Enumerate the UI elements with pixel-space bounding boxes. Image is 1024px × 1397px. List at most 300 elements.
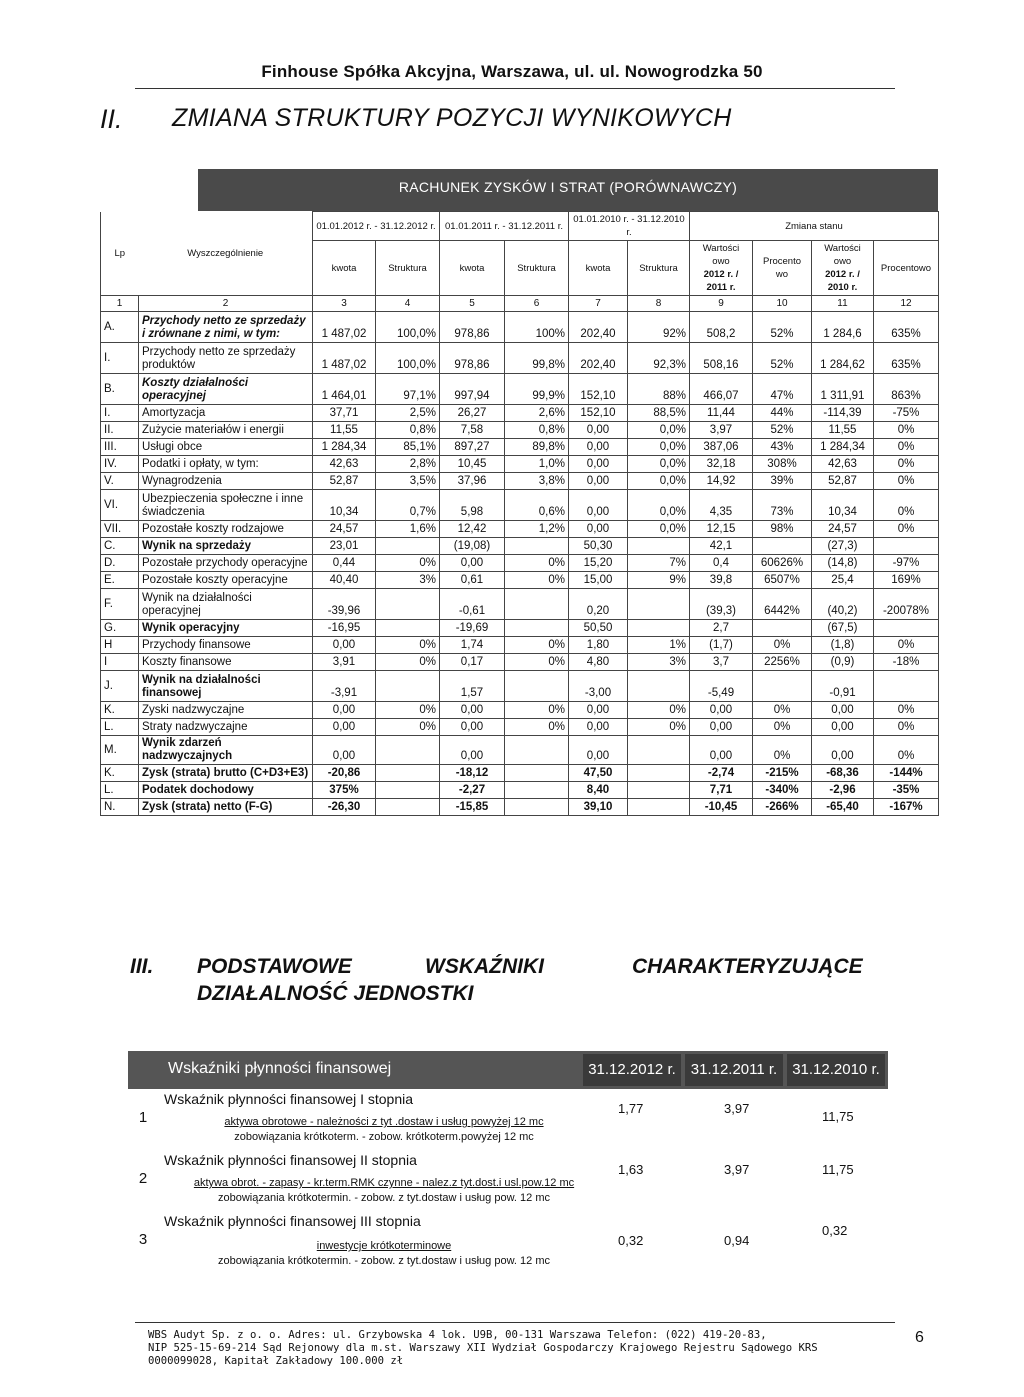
row-value: (19,08) <box>440 538 505 555</box>
column-number: 6 <box>505 296 569 312</box>
footer-line-1: WBS Audyt Sp. z o. o. Adres: ul. Grzybowska 4 lok. U9B, 00-131 Warszawa Telefon: (022) 419-20-83, <box>148 1329 767 1341</box>
liquidity-ratio-name: Wskaźnik płynności finansowej II stopnia <box>164 1152 417 1168</box>
footer <box>148 1329 888 1368</box>
row-value: -35% <box>874 782 939 799</box>
row-value: 0% <box>874 702 939 719</box>
row-description: Przychody netto ze sprzedaży produktów <box>139 343 313 374</box>
table-row <box>101 620 939 637</box>
column-number: 4 <box>376 296 440 312</box>
row-value: -65,40 <box>812 799 874 816</box>
row-value: 39% <box>753 473 812 490</box>
row-lp: K. <box>101 765 139 782</box>
row-description: Usługi obce <box>139 439 313 456</box>
row-value: -20078% <box>874 589 939 620</box>
row-lp: G. <box>101 620 139 637</box>
column-number-row <box>101 296 939 312</box>
row-value: (27,3) <box>812 538 874 555</box>
row-value <box>505 782 569 799</box>
ratio-numerator: aktywa obrot. - zapasy - kr.term.RMK czynne - nalez.z tyt.dost.i usl.pow.12 mc <box>193 1177 575 1189</box>
row-value: (14,8) <box>812 555 874 572</box>
row-value: 0,00 <box>812 719 874 736</box>
row-value: 0,6% <box>505 490 569 521</box>
row-value: 0% <box>874 473 939 490</box>
row-description: Zysk (strata) netto (F-G) <box>139 799 313 816</box>
row-value: 1,74 <box>440 637 505 654</box>
row-value: -16,95 <box>313 620 376 637</box>
row-value: 1 464,01 <box>313 374 376 405</box>
liquidity-row-number: 2 <box>138 1170 148 1187</box>
row-value <box>874 620 939 637</box>
row-value: 0,00 <box>569 521 628 538</box>
row-value <box>376 620 440 637</box>
row-value: 98% <box>753 521 812 538</box>
row-value: -215% <box>753 765 812 782</box>
section-2-title: ZMIANA STRUKTURY POZYCJI WYNIKOWYCH <box>172 104 732 132</box>
row-value: 2,5% <box>376 405 440 422</box>
row-value: -18% <box>874 654 939 671</box>
row-lp: J. <box>101 671 139 702</box>
row-lp: VII. <box>101 521 139 538</box>
row-value: 73% <box>753 490 812 521</box>
row-description: Wynik na sprzedaży <box>139 538 313 555</box>
amount-2011-header: kwota <box>440 241 505 296</box>
row-value: 1 284,6 <box>812 312 874 343</box>
income-statement-banner-text: RACHUNEK ZYSKÓW I STRAT (PORÓWNAWCZY) <box>398 179 738 195</box>
column-number: 2 <box>139 296 313 312</box>
row-value <box>505 765 569 782</box>
row-description: Zysk (strata) brutto (C+D3+E3) <box>139 765 313 782</box>
row-value: 7,71 <box>690 782 753 799</box>
row-value <box>628 736 690 765</box>
row-value: 11,44 <box>690 405 753 422</box>
table-row <box>101 439 939 456</box>
row-description: Koszty finansowe <box>139 654 313 671</box>
row-value: 4,80 <box>569 654 628 671</box>
table-row <box>101 782 939 799</box>
row-value: 1 284,34 <box>313 439 376 456</box>
row-lp: E. <box>101 572 139 589</box>
change-header: Zmiana stanu <box>690 212 939 241</box>
row-value: 375% <box>313 782 376 799</box>
row-value: 387,06 <box>690 439 753 456</box>
footer-line-3: 0000099028, Kapitał Zakładowy 100.000 zł <box>148 1355 404 1367</box>
row-value: 0% <box>753 736 812 765</box>
row-value <box>505 589 569 620</box>
row-lp: I. <box>101 405 139 422</box>
row-value: 0,61 <box>440 572 505 589</box>
row-value: 24,57 <box>313 521 376 538</box>
row-value <box>376 538 440 555</box>
table-row <box>101 456 939 473</box>
row-lp: I. <box>101 343 139 374</box>
row-value: 0,00 <box>569 736 628 765</box>
row-value: 0,00 <box>569 422 628 439</box>
row-value: 978,86 <box>440 343 505 374</box>
row-value: 39,8 <box>690 572 753 589</box>
row-value: 0% <box>874 439 939 456</box>
row-value: 10,34 <box>812 490 874 521</box>
row-description: Pozostałe przychody operacyjne <box>139 555 313 572</box>
row-value: 37,71 <box>313 405 376 422</box>
structure-2011-header: Struktura <box>505 241 569 296</box>
row-value: 47,50 <box>569 765 628 782</box>
row-description: Podatek dochodowy <box>139 782 313 799</box>
row-value: 0,00 <box>313 736 376 765</box>
row-value: 15,00 <box>569 572 628 589</box>
row-value: 0,00 <box>313 637 376 654</box>
row-value: 202,40 <box>569 343 628 374</box>
row-value: 88,5% <box>628 405 690 422</box>
percent-change-1210-header: Procentowo <box>874 241 939 296</box>
row-description: Ubezpieczenia społeczne i inne świadczenia <box>139 490 313 521</box>
row-value <box>376 736 440 765</box>
row-value: 1 311,91 <box>812 374 874 405</box>
header-rule <box>135 88 895 89</box>
table-row <box>101 572 939 589</box>
row-value <box>874 538 939 555</box>
row-value: -15,85 <box>440 799 505 816</box>
row-value: 0% <box>753 702 812 719</box>
row-value: (0,9) <box>812 654 874 671</box>
row-value: 0,00 <box>569 490 628 521</box>
row-value: 100,0% <box>376 343 440 374</box>
amount-2010-header: kwota <box>569 241 628 296</box>
row-value: 0,44 <box>313 555 376 572</box>
row-description: Wynik zdarzeń nadzwyczajnych <box>139 736 313 765</box>
row-lp: A. <box>101 312 139 343</box>
ratio-value-2010: 11,75 <box>822 1109 854 1124</box>
row-value: 0% <box>874 422 939 439</box>
row-value: -10,45 <box>690 799 753 816</box>
row-lp: VI. <box>101 490 139 521</box>
row-value: 3,8% <box>505 473 569 490</box>
column-number: 12 <box>874 296 939 312</box>
row-value: 635% <box>874 343 939 374</box>
row-value: 40,40 <box>313 572 376 589</box>
row-value <box>628 782 690 799</box>
row-value: 42,1 <box>690 538 753 555</box>
income-statement-banner <box>198 169 938 211</box>
row-value: -68,36 <box>812 765 874 782</box>
row-value: -39,96 <box>313 589 376 620</box>
company-header: Finhouse Spółka Akcyjna, Warszawa, ul. ul. Nowogrodzka 50 <box>261 62 763 81</box>
column-number: 10 <box>753 296 812 312</box>
table-row <box>101 343 939 374</box>
row-value: 0% <box>505 572 569 589</box>
row-value: 1,80 <box>569 637 628 654</box>
ratio-denominator: zobowiązania krótkotermin. - zobow. z tyt.dostaw i usług pow. 12 mc <box>218 1192 550 1204</box>
row-value: -340% <box>753 782 812 799</box>
row-value: 32,18 <box>690 456 753 473</box>
ratio-value-2011: 3,97 <box>724 1101 750 1116</box>
row-value: 0,0% <box>628 456 690 473</box>
row-value: 9% <box>628 572 690 589</box>
row-value: -19,69 <box>440 620 505 637</box>
row-value: 0,00 <box>440 555 505 572</box>
row-value <box>753 620 812 637</box>
row-value: -18,12 <box>440 765 505 782</box>
structure-2012-header: Struktura <box>376 241 440 296</box>
row-value: -2,96 <box>812 782 874 799</box>
row-value: 52% <box>753 343 812 374</box>
row-value: 0% <box>874 490 939 521</box>
row-value: 0% <box>376 719 440 736</box>
row-description: Wynagrodzenia <box>139 473 313 490</box>
row-value: 169% <box>874 572 939 589</box>
row-value <box>376 765 440 782</box>
row-lp: L. <box>101 719 139 736</box>
row-description: Podatki i opłaty, w tym: <box>139 456 313 473</box>
row-value: (40,2) <box>812 589 874 620</box>
row-value: 0,00 <box>812 702 874 719</box>
liquidity-row <box>128 1152 888 1212</box>
row-lp: L. <box>101 782 139 799</box>
row-description: Amortyzacja <box>139 405 313 422</box>
row-value <box>628 765 690 782</box>
row-value: 0,00 <box>690 702 753 719</box>
year-pair-1211: 2012 r. / 2011 r. <box>703 269 739 293</box>
ratio-numerator: aktywa obrotowe - należności z tyt .dostaw i usług powyżej 12 mc <box>224 1116 544 1128</box>
row-value: -0,91 <box>812 671 874 702</box>
row-value: 3,97 <box>690 422 753 439</box>
row-value: 2256% <box>753 654 812 671</box>
row-value: 52,87 <box>812 473 874 490</box>
row-value: 7,58 <box>440 422 505 439</box>
row-lp: IV. <box>101 456 139 473</box>
row-value: 0% <box>874 719 939 736</box>
row-value: 0,00 <box>690 736 753 765</box>
row-value: 0% <box>505 702 569 719</box>
row-value: 635% <box>874 312 939 343</box>
liquidity-table-header <box>128 1051 888 1089</box>
row-value: 52% <box>753 422 812 439</box>
year-pair-1210: 2012 r. / 2010 r. <box>825 269 860 293</box>
row-value <box>628 589 690 620</box>
row-value: 0,00 <box>313 702 376 719</box>
row-value: 42,63 <box>313 456 376 473</box>
row-value: 43% <box>753 439 812 456</box>
row-description: Zyski nadzwyczajne <box>139 702 313 719</box>
period-2010-header: 01.01.2010 r. - 31.12.2010 r. <box>569 212 690 241</box>
date-2012-header: 31.12.2012 r. <box>583 1054 681 1086</box>
section-2-number: II. <box>100 104 123 134</box>
date-2011-header: 31.12.2011 r. <box>685 1054 783 1086</box>
row-value: 508,2 <box>690 312 753 343</box>
row-value: 10,45 <box>440 456 505 473</box>
ratio-value-2012: 1,63 <box>618 1162 644 1177</box>
row-value: 308% <box>753 456 812 473</box>
row-value: 0,0% <box>628 422 690 439</box>
row-value: 11,55 <box>313 422 376 439</box>
row-value: 0,8% <box>376 422 440 439</box>
ratio-value-2010: 0,32 <box>822 1223 848 1238</box>
row-value: 1 284,34 <box>812 439 874 456</box>
row-value: 1% <box>628 637 690 654</box>
row-value: 1 487,02 <box>313 312 376 343</box>
row-value: (1,7) <box>690 637 753 654</box>
row-value: 4,35 <box>690 490 753 521</box>
row-value: 6507% <box>753 572 812 589</box>
section-3-title-word-3: CHARAKTERYZUJĄCE <box>632 955 863 978</box>
footer-line-2: NIP 525-15-69-214 Sąd Rejonowy dla m.st. Warszawy XII Wydział Gospodarczy Krajowego Rejestru Sądowego KRS <box>148 1342 818 1354</box>
table-row <box>101 555 939 572</box>
row-value: 2,8% <box>376 456 440 473</box>
row-value: 99,8% <box>505 343 569 374</box>
income-statement-table <box>100 211 939 816</box>
row-lp: H <box>101 637 139 654</box>
table-row <box>101 521 939 538</box>
row-value: -144% <box>874 765 939 782</box>
row-lp: B. <box>101 374 139 405</box>
row-description: Pozostałe koszty rodzajowe <box>139 521 313 538</box>
row-value: 100% <box>505 312 569 343</box>
row-value <box>874 671 939 702</box>
table-row <box>101 799 939 816</box>
row-value <box>753 538 812 555</box>
row-value: 0,00 <box>690 719 753 736</box>
row-value: 0% <box>376 702 440 719</box>
row-value: 997,94 <box>440 374 505 405</box>
row-value: 0% <box>376 555 440 572</box>
row-value: 3,7 <box>690 654 753 671</box>
row-value: 0,00 <box>569 702 628 719</box>
row-value: 3% <box>376 572 440 589</box>
row-value: 0,00 <box>440 736 505 765</box>
section-3-title-line-2: DZIAŁALNOŚĆ JEDNOSTKI <box>197 982 474 1005</box>
row-value: 0% <box>874 521 939 538</box>
row-value: 0% <box>874 736 939 765</box>
row-value: -5,49 <box>690 671 753 702</box>
description-header: Wyszczególnienie <box>139 212 313 296</box>
row-value <box>505 620 569 637</box>
row-description: Wynik operacyjny <box>139 620 313 637</box>
row-value: 92% <box>628 312 690 343</box>
lp-header: Lp <box>101 212 139 296</box>
row-value <box>628 538 690 555</box>
ratio-value-2012: 1,77 <box>618 1101 644 1116</box>
row-value: 0,00 <box>313 719 376 736</box>
row-value: 0% <box>753 637 812 654</box>
row-value <box>505 671 569 702</box>
row-value: 0% <box>505 654 569 671</box>
row-value: 0,0% <box>628 473 690 490</box>
row-value: -0,61 <box>440 589 505 620</box>
row-value: 0% <box>505 637 569 654</box>
row-value: 0,00 <box>569 439 628 456</box>
row-value: -167% <box>874 799 939 816</box>
date-2010-header: 31.12.2010 r. <box>787 1054 885 1086</box>
row-value: 0,4 <box>690 555 753 572</box>
row-value: 15,20 <box>569 555 628 572</box>
table-row <box>101 702 939 719</box>
row-value: -97% <box>874 555 939 572</box>
row-value: -3,00 <box>569 671 628 702</box>
table-row <box>101 405 939 422</box>
structure-2010-header: Struktura <box>628 241 690 296</box>
row-value: 47% <box>753 374 812 405</box>
liquidity-row-number: 3 <box>138 1231 148 1248</box>
row-value: 88% <box>628 374 690 405</box>
section-3-title-word-1: PODSTAWOWE <box>197 955 352 978</box>
row-value: 202,40 <box>569 312 628 343</box>
period-2011-header: 01.01.2011 r. - 31.12.2011 r. <box>440 212 569 241</box>
row-value: -2,74 <box>690 765 753 782</box>
row-value: 0,00 <box>812 736 874 765</box>
value-change-1211-header <box>690 241 753 296</box>
row-value: 1 284,62 <box>812 343 874 374</box>
liquidity-row-number: 1 <box>138 1109 148 1126</box>
ratio-value-2010: 11,75 <box>822 1162 854 1177</box>
row-description: Pozostałe koszty operacyjne <box>139 572 313 589</box>
row-value: 10,34 <box>313 490 376 521</box>
row-value: 5,98 <box>440 490 505 521</box>
row-lp: F. <box>101 589 139 620</box>
table-row <box>101 538 939 555</box>
percent-change-1211-header: Procento wo <box>753 241 812 296</box>
table-row <box>101 473 939 490</box>
row-value: 0% <box>505 719 569 736</box>
column-number: 3 <box>313 296 376 312</box>
liquidity-row <box>128 1091 888 1151</box>
row-value: 23,01 <box>313 538 376 555</box>
row-value: -2,27 <box>440 782 505 799</box>
row-value: 0,17 <box>440 654 505 671</box>
row-value: 60626% <box>753 555 812 572</box>
row-value: 0,00 <box>569 473 628 490</box>
row-value <box>505 736 569 765</box>
row-lp: C. <box>101 538 139 555</box>
row-value: -3,91 <box>313 671 376 702</box>
row-value: 85,1% <box>376 439 440 456</box>
row-value: -266% <box>753 799 812 816</box>
column-number: 5 <box>440 296 505 312</box>
ratio-numerator: inwestycje krótkoterminowe <box>316 1240 452 1252</box>
row-lp: I <box>101 654 139 671</box>
row-value: 44% <box>753 405 812 422</box>
row-value: 1 487,02 <box>313 343 376 374</box>
row-value <box>628 799 690 816</box>
row-lp: V. <box>101 473 139 490</box>
row-value: 99,9% <box>505 374 569 405</box>
row-value <box>628 620 690 637</box>
row-description: Koszty działalności operacyjnej <box>139 374 313 405</box>
column-number: 8 <box>628 296 690 312</box>
row-value: 863% <box>874 374 939 405</box>
row-value: 0% <box>874 637 939 654</box>
row-value: 152,10 <box>569 405 628 422</box>
row-description: Przychody netto ze sprzedaży i zrównane z nimi, w tym: <box>139 312 313 343</box>
row-value <box>376 671 440 702</box>
row-value: 8,40 <box>569 782 628 799</box>
row-value: 97,1% <box>376 374 440 405</box>
row-value: 24,57 <box>812 521 874 538</box>
column-number: 9 <box>690 296 753 312</box>
column-number: 1 <box>101 296 139 312</box>
row-value: 14,92 <box>690 473 753 490</box>
row-value: 0% <box>505 555 569 572</box>
row-description: Wynik na działalności finansowej <box>139 671 313 702</box>
row-value <box>753 671 812 702</box>
row-value <box>628 671 690 702</box>
row-value: 466,07 <box>690 374 753 405</box>
row-value: 52,87 <box>313 473 376 490</box>
row-value <box>376 589 440 620</box>
row-value: 26,27 <box>440 405 505 422</box>
row-value: 0,8% <box>505 422 569 439</box>
liquidity-ratio-name: Wskaźnik płynności finansowej I stopnia <box>164 1091 414 1107</box>
row-value: 11,55 <box>812 422 874 439</box>
amount-2012-header: kwota <box>313 241 376 296</box>
